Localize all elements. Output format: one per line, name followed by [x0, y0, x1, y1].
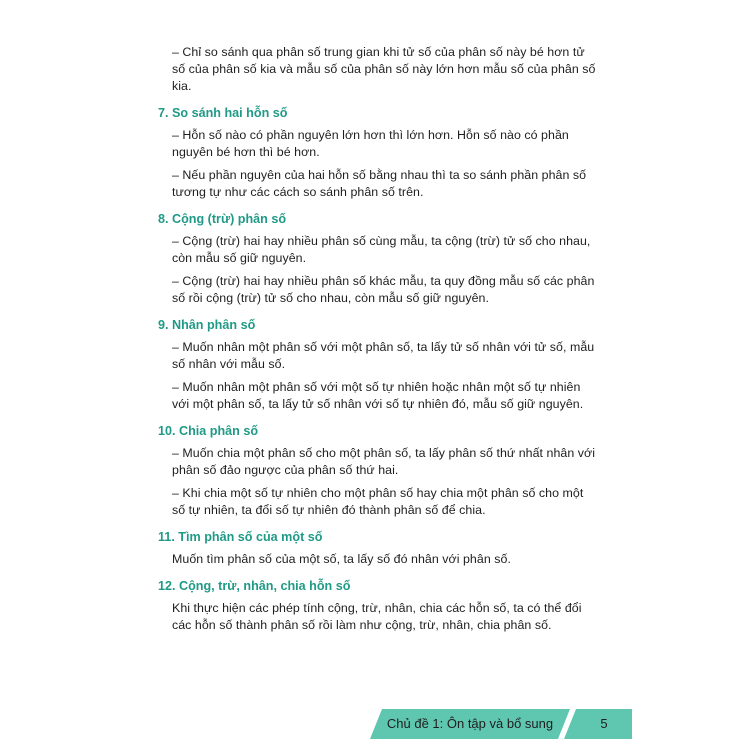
intro-paragraph: – Chỉ so sánh qua phân số trung gian khi tử số của phân số này bé hơn tử số của phân số kia và mẫu số của phân số này lớn hơn mẫu số của phân số kia.	[172, 45, 596, 93]
section-paragraph: – Muốn nhân một phân số với một số tự nhiên hoặc nhân một số tự nhiên với một phân số, ta lấy tử số nhân với số tự nhiên đó, mẫu số giữ nguyên.	[172, 380, 584, 411]
section-heading: 8. Cộng (trừ) phân số	[158, 212, 287, 226]
section-heading: 10. Chia phân số	[158, 424, 259, 438]
section-paragraph: – Hỗn số nào có phần nguyên lớn hơn thì lớn hơn. Hỗn số nào có phần nguyên bé hơn thì bé hơn.	[172, 128, 569, 159]
section-8	[158, 211, 598, 307]
section-paragraph: – Cộng (trừ) hai hay nhiều phân số cùng mẫu, ta cộng (trừ) tử số cho nhau, còn mẫu số giữ nguyên.	[172, 234, 591, 265]
section-paragraph: – Khi chia một số tự nhiên cho một phân số hay chia một phân số cho một số tự nhiên, ta đổi số tự nhiên đó thành phân số để chia.	[172, 486, 584, 517]
section-11	[158, 529, 598, 568]
section-9	[158, 317, 598, 413]
section-heading: 7. So sánh hai hỗn số	[158, 106, 288, 120]
section-heading: 12. Cộng, trừ, nhân, chia hỗn số	[158, 579, 351, 593]
section-paragraph: – Muốn chia một phân số cho một phân số, ta lấy phân số thứ nhất nhân với phân số đảo ngược của phân số thứ hai.	[172, 446, 596, 477]
section-12	[158, 578, 598, 634]
footer-chapter-title: Chủ đề 1: Ôn tập và bổ sung	[386, 716, 554, 731]
page-number: 5	[600, 716, 608, 731]
section-paragraph: Khi thực hiện các phép tính cộng, trừ, nhân, chia các hỗn số, ta có thể đổi các hỗn số thành phân số rồi làm như cộng, trừ, nhân, chia phân số.	[172, 601, 582, 632]
section-7	[158, 105, 598, 201]
page-content	[158, 44, 598, 640]
section-paragraph: Muốn tìm phân số của một số, ta lấy số đó nhân với phân số.	[172, 552, 511, 566]
section-10	[158, 423, 598, 519]
intro-block	[158, 44, 598, 95]
section-paragraph: – Nếu phần nguyên của hai hỗn số bằng nhau thì ta so sánh phần phân số tương tự như các cách so sánh phân số trên.	[172, 168, 587, 199]
section-paragraph: – Muốn nhân một phân số với một phân số, ta lấy tử số nhân với tử số, mẫu số nhân với mẫu số.	[172, 340, 595, 371]
section-heading: 11. Tìm phân số của một số	[158, 530, 323, 544]
section-heading: 9. Nhân phân số	[158, 318, 256, 332]
section-paragraph: – Cộng (trừ) hai hay nhiều phân số khác mẫu, ta quy đồng mẫu số các phân số rồi cộng (trừ) tử số cho nhau, còn mẫu số giữ nguyên.	[172, 274, 595, 305]
page-footer	[370, 709, 632, 739]
